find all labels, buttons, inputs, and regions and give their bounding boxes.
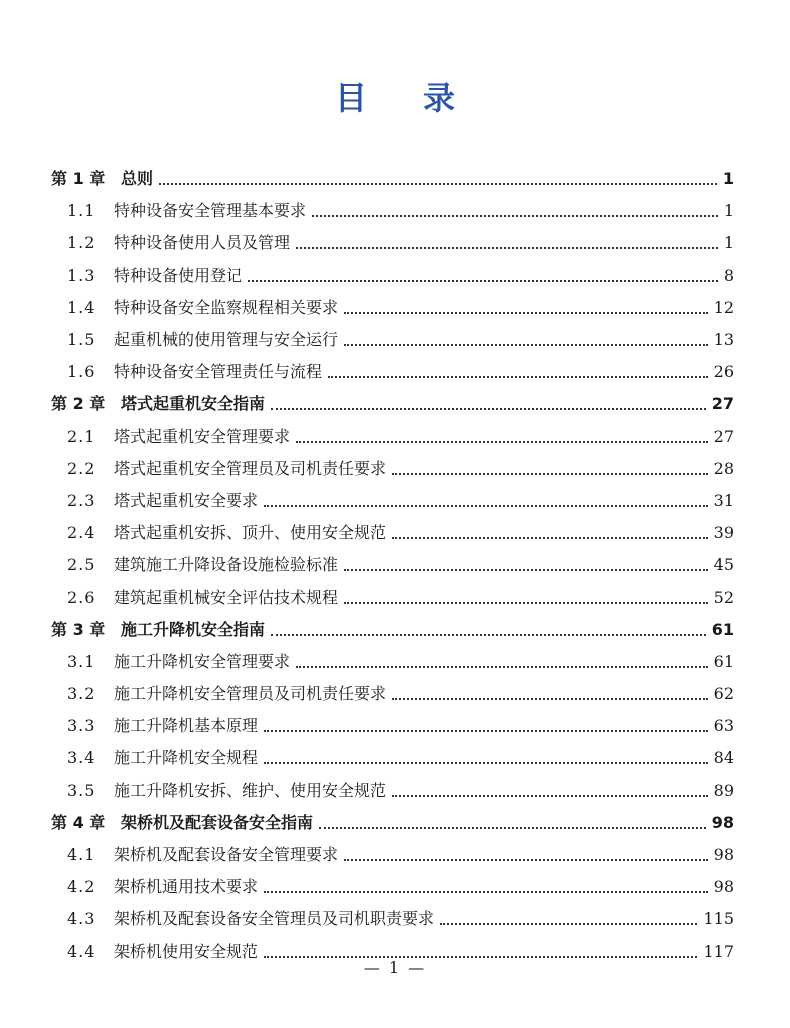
toc-entry-page: 89 <box>713 780 734 800</box>
toc-entry-title: 施工升降机安全规程 <box>114 748 259 768</box>
toc-entry-number: 1.1 <box>67 201 96 221</box>
toc-entry-title: 塔式起重机安全要求 <box>114 490 259 510</box>
toc-entry-title: 塔式起重机安拆、顶升、使用安全规范 <box>114 523 387 543</box>
dot-leader <box>344 602 708 604</box>
toc-entry-number: 3.2 <box>67 684 96 704</box>
toc-entry-page: 28 <box>713 458 734 478</box>
dot-leader <box>392 473 708 475</box>
dot-leader <box>344 859 708 861</box>
toc-entry-number: 2.3 <box>67 490 96 510</box>
toc-section-entry[interactable] <box>0 485 790 517</box>
dot-leader <box>271 408 706 410</box>
toc-entry-number: 3.4 <box>67 748 96 768</box>
dot-leader <box>312 215 718 217</box>
toc-entry-page: 98 <box>711 812 734 832</box>
toc-entry-title: 施工升降机基本原理 <box>114 716 259 736</box>
toc-entry-number: 第 4 章 <box>51 812 106 832</box>
toc-section-entry[interactable] <box>0 421 790 453</box>
toc-section-entry[interactable] <box>0 227 790 259</box>
toc-entry-number: 第 2 章 <box>51 394 106 414</box>
toc-entry-page: 26 <box>713 362 734 382</box>
toc-section-entry[interactable] <box>0 517 790 549</box>
toc-entry-page: 61 <box>711 619 734 639</box>
toc-entry-page: 52 <box>713 587 734 607</box>
toc-entry-page: 84 <box>713 748 734 768</box>
toc-entry-number: 3.3 <box>67 716 96 736</box>
toc-section-entry[interactable] <box>0 678 790 710</box>
dot-leader <box>344 569 708 571</box>
toc-entry-number: 2.5 <box>67 555 96 575</box>
toc-entry-title: 架桥机及配套设备安全管理员及司机职责要求 <box>114 909 435 929</box>
toc-entry-title: 总则 <box>121 169 154 189</box>
toc-entry-title: 塔式起重机安全管理员及司机责任要求 <box>114 458 387 478</box>
toc-entry-title: 架桥机及配套设备安全管理要求 <box>114 845 339 865</box>
toc-entry-number: 4.4 <box>67 941 96 961</box>
dot-leader <box>264 762 708 764</box>
toc-section-entry[interactable] <box>0 356 790 388</box>
toc-entry-title: 架桥机使用安全规范 <box>114 941 259 961</box>
toc-chapter-entry[interactable] <box>0 388 790 420</box>
toc-entry-page: 27 <box>711 394 734 414</box>
page-number: — 1 — <box>363 958 427 977</box>
toc-section-entry[interactable] <box>0 742 790 774</box>
toc-entry-title: 特种设备安全管理基本要求 <box>114 201 307 221</box>
dot-leader <box>296 247 718 249</box>
toc-entry-title: 架桥机通用技术要求 <box>114 877 259 897</box>
toc-entry-page: 61 <box>713 651 734 671</box>
toc-chapter-entry[interactable] <box>0 614 790 646</box>
toc-entry-page: 98 <box>713 877 734 897</box>
toc-entry-number: 2.6 <box>67 587 96 607</box>
toc-entry-number: 1.4 <box>67 297 96 317</box>
toc-section-entry[interactable] <box>0 871 790 903</box>
toc-section-entry[interactable] <box>0 775 790 807</box>
toc-entry-number: 1.2 <box>67 233 96 253</box>
toc-section-entry[interactable] <box>0 839 790 871</box>
toc-entry-title: 施工升降机安全指南 <box>121 619 266 639</box>
toc-entry-title: 塔式起重机安全指南 <box>121 394 266 414</box>
toc-section-entry[interactable] <box>0 549 790 581</box>
dot-leader <box>344 344 708 346</box>
dot-leader <box>440 923 697 925</box>
toc-entry-page: 117 <box>703 941 734 961</box>
toc-entry-page: 27 <box>713 426 734 446</box>
toc-chapter-entry[interactable] <box>0 807 790 839</box>
toc-section-entry[interactable] <box>0 646 790 678</box>
toc-entry-title: 特种设备使用人员及管理 <box>114 233 291 253</box>
toc-entry-number: 第 1 章 <box>51 169 106 189</box>
dot-leader <box>328 376 708 378</box>
toc-entry-page: 98 <box>713 845 734 865</box>
toc-entry-title: 特种设备安全监察规程相关要求 <box>114 297 339 317</box>
toc-section-entry[interactable] <box>0 195 790 227</box>
dot-leader <box>296 666 708 668</box>
toc-entry-number: 3.1 <box>67 651 96 671</box>
toc-entry-number: 2.2 <box>67 458 96 478</box>
dot-leader <box>248 280 718 282</box>
toc-entry-number: 4.1 <box>67 845 96 865</box>
toc-section-entry[interactable] <box>0 260 790 292</box>
toc-section-entry[interactable] <box>0 324 790 356</box>
toc-entry-number: 3.5 <box>67 780 96 800</box>
toc-entry-page: 8 <box>723 265 734 285</box>
toc-entry-page: 115 <box>703 909 734 929</box>
toc-entry-title: 施工升降机安拆、维护、使用安全规范 <box>114 780 387 800</box>
toc-entry-number: 1.3 <box>67 265 96 285</box>
toc-entry-title: 特种设备安全管理责任与流程 <box>114 362 323 382</box>
dot-leader <box>264 891 708 893</box>
toc-section-entry[interactable] <box>0 710 790 742</box>
toc-chapter-entry[interactable] <box>0 163 790 195</box>
toc-entry-page: 12 <box>713 297 734 317</box>
toc-section-entry[interactable] <box>0 581 790 613</box>
page-title: 目录 <box>334 79 511 117</box>
table-of-contents <box>0 163 790 968</box>
toc-entry-title: 施工升降机安全管理要求 <box>114 651 291 671</box>
toc-entry-page: 13 <box>713 330 734 350</box>
toc-entry-number: 2.1 <box>67 426 96 446</box>
dot-leader <box>344 312 708 314</box>
toc-entry-title: 建筑施工升降设备设施检验标准 <box>114 555 339 575</box>
dot-leader <box>392 537 708 539</box>
toc-entry-page: 45 <box>713 555 734 575</box>
toc-entry-title: 架桥机及配套设备安全指南 <box>121 812 314 832</box>
toc-entry-number: 1.5 <box>67 330 96 350</box>
dot-leader <box>392 795 708 797</box>
dot-leader <box>264 505 708 507</box>
toc-entry-page: 39 <box>713 523 734 543</box>
toc-entry-number: 2.4 <box>67 523 96 543</box>
toc-entry-page: 1 <box>722 169 734 189</box>
toc-entry-page: 62 <box>713 684 734 704</box>
toc-entry-number: 4.2 <box>67 877 96 897</box>
toc-entry-page: 1 <box>723 233 734 253</box>
toc-entry-title: 建筑起重机械安全评估技术规程 <box>114 587 339 607</box>
dot-leader <box>392 698 708 700</box>
toc-section-entry[interactable] <box>0 292 790 324</box>
dot-leader <box>319 827 706 829</box>
dot-leader <box>296 441 708 443</box>
toc-entry-page: 63 <box>713 716 734 736</box>
dot-leader <box>264 730 708 732</box>
toc-entry-title: 特种设备使用登记 <box>114 265 243 285</box>
dot-leader <box>159 183 717 185</box>
toc-entry-number: 4.3 <box>67 909 96 929</box>
toc-section-entry[interactable] <box>0 903 790 935</box>
toc-entry-page: 1 <box>723 201 734 221</box>
toc-entry-title: 起重机械的使用管理与安全运行 <box>114 330 339 350</box>
toc-entry-page: 31 <box>713 490 734 510</box>
toc-entry-number: 1.6 <box>67 362 96 382</box>
toc-section-entry[interactable] <box>0 453 790 485</box>
toc-entry-number: 第 3 章 <box>51 619 106 639</box>
toc-entry-title: 塔式起重机安全管理要求 <box>114 426 291 446</box>
toc-entry-title: 施工升降机安全管理员及司机责任要求 <box>114 684 387 704</box>
dot-leader <box>271 634 706 636</box>
